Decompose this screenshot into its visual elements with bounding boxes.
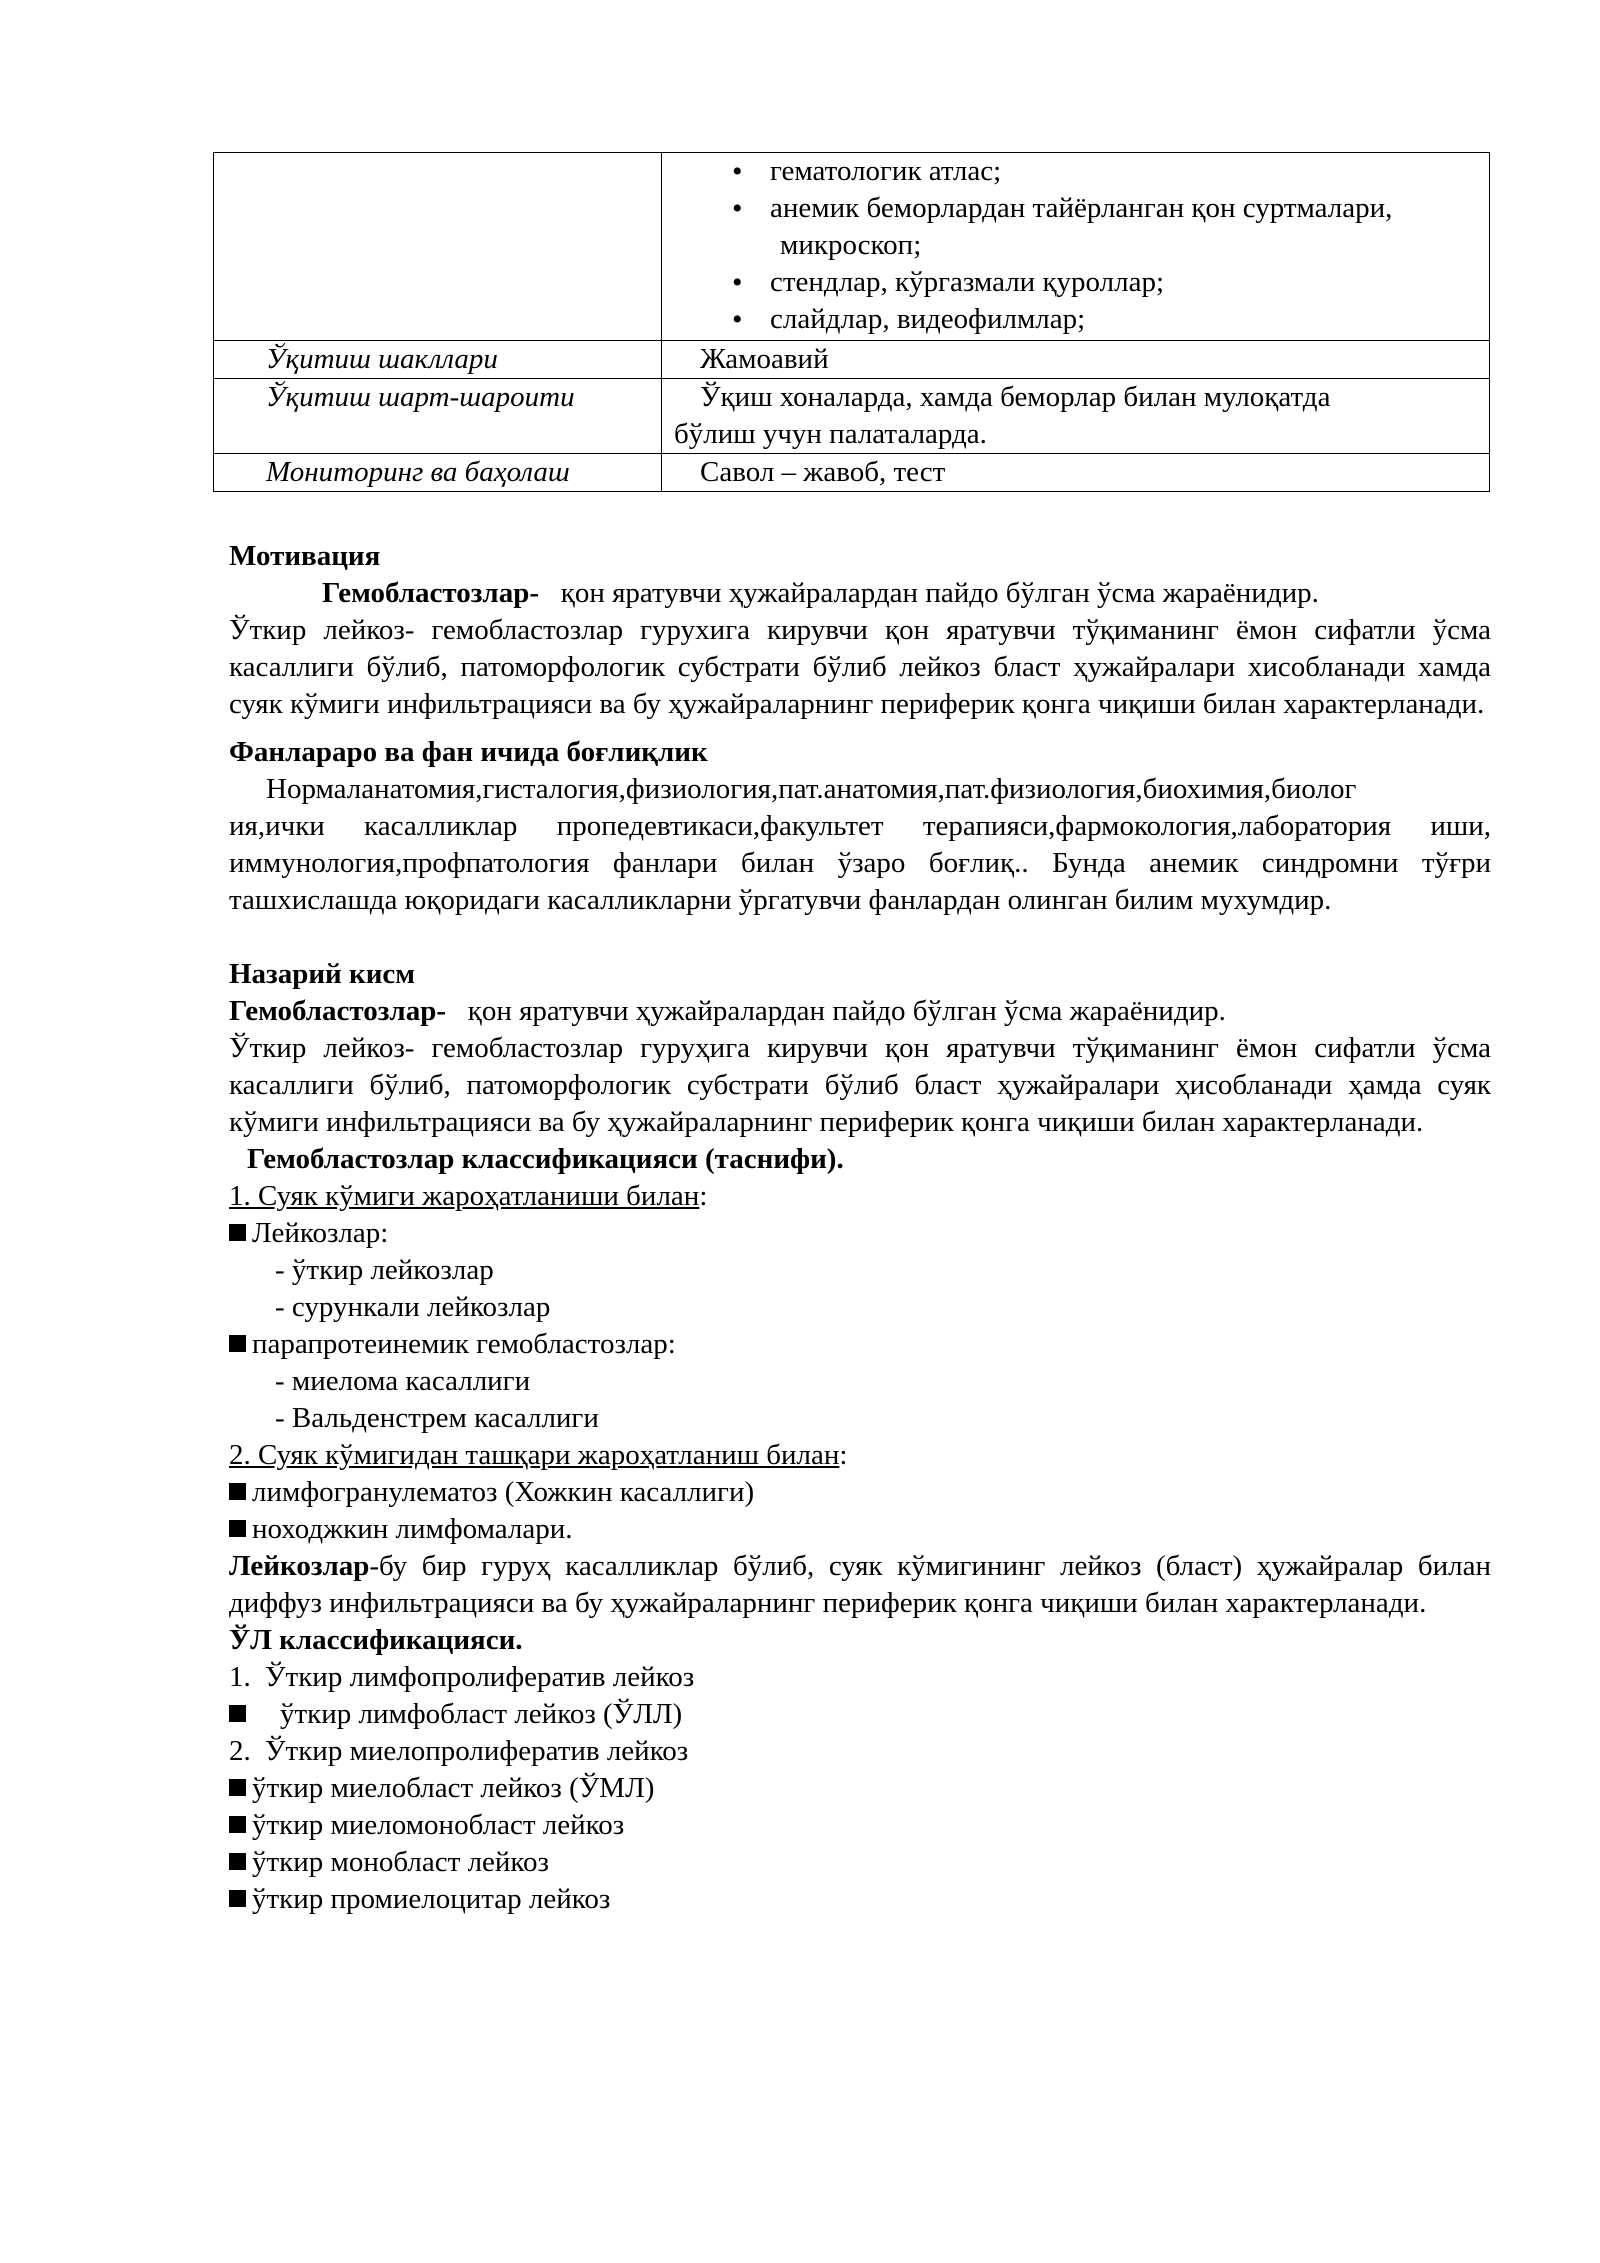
list-item-text: ўткир монобласт лейкоз [252, 1846, 550, 1878]
interdisciplinary-paragraph: ия,ички касалликлар пропедевтикаси,факультет терапияси,фармокология,лаборатория иши, иммунология,профпатология фанлари билан ўзаро боғлиқ.. Бунда анемик синдромни тўғри ташхислашда юқоридаги касалликларни ўргатувчи фанлардан олинган билим мухумдир. [229, 810, 1491, 916]
row-label: Мониторинг ва баҳолаш [214, 454, 662, 492]
list-item-text: слайдлар, видеофилмлар; [770, 303, 1086, 335]
list-item [229, 1770, 1491, 1807]
row-value-text: Жамоавий [700, 343, 829, 375]
list-item [229, 1696, 1491, 1733]
leukoses-definition [229, 1548, 1491, 1622]
list-item-text: ўткир миеломонобласт лейкоз [252, 1809, 625, 1841]
table-row [214, 454, 1490, 492]
list-item [668, 190, 1489, 264]
square-bullet-icon [229, 1705, 246, 1722]
section-1-heading: 1. Суяк кўмиги жароҳатланиши билан: [229, 1180, 708, 1212]
list-item-text: ўткир лимфобласт лейкоз (ЎЛЛ) [280, 1698, 683, 1730]
list-item-continuation: микроскоп; [780, 229, 922, 261]
square-bullet-icon [229, 1520, 246, 1537]
list-item-text: ўткир промиелоцитар лейкоз [252, 1883, 611, 1915]
square-bullet-icon [229, 1890, 246, 1907]
row-value [662, 341, 1490, 379]
motivation-heading: Мотивация [229, 540, 381, 572]
item-number: 1. [229, 1661, 251, 1693]
motivation-first-line [229, 575, 1491, 612]
row-label: Ўқитиш шарт-шароити [214, 379, 662, 454]
list-item-text: Лейкозлар: [252, 1217, 389, 1249]
paragraph-text: -бу бир гуруҳ касалликлар бўлиб, суяк кўмигининг лейкоз (бласт) ҳужайралар билан диффуз инфильтрацияси ва бу ҳужайраларнинг периферик қонга чиқиши билан характерланади. [229, 1550, 1491, 1619]
theory-heading: Назарий кисм [229, 958, 416, 990]
list-item [229, 1844, 1491, 1881]
table-row [214, 341, 1490, 379]
list-item-text: Ўткир миелопролифератив лейкоз [265, 1735, 689, 1767]
section-2-text: 2. Суяк кўмигидан ташқари жароҳатланиш билан [229, 1439, 840, 1471]
ol-classification-heading: ЎЛ классификацияси. [229, 1624, 523, 1656]
row-label: Ўқитиш шакллари [214, 341, 662, 379]
list-item: - ўткир лейкозлар [275, 1254, 494, 1286]
list-item-text: Ўткир лимфопролифератив лейкоз [265, 1661, 695, 1693]
list-item-text: стендлар, кўргазмали қуроллар; [770, 266, 1165, 298]
list-item: - сурункали лейкозлар [275, 1291, 551, 1323]
square-bullet-icon [229, 1335, 246, 1352]
list-item [229, 1881, 1491, 1918]
paraprot-item [229, 1326, 1491, 1363]
square-bullet-icon [229, 1483, 246, 1500]
row-value-text: Ўқиш хоналарда, хамда беморлар билан мулоқатда [700, 381, 1331, 413]
row-value [662, 379, 1490, 454]
interdisciplinary-first-line: Нормаланатомия,гисталогия,физиология,пат.анатомия,пат.физиология,биохимия,биолог [266, 773, 1357, 805]
list-item [229, 1511, 1491, 1548]
row-value [662, 454, 1490, 492]
numbered-item [229, 1733, 1491, 1770]
theory-first-line [229, 993, 1491, 1030]
paragraph-text: қон яратувчи ҳужайралардан пайдо бўлган ўсма жараёнидир. [560, 577, 1319, 609]
list-item [229, 1807, 1491, 1844]
row-value-text: Савол – жавоб, тест [700, 456, 946, 488]
list-item-text: ўткир миелобласт лейкоз (ЎМЛ) [252, 1772, 655, 1804]
document-body [229, 538, 1491, 1918]
paragraph-text: қон яратувчи ҳужайралардан пайдо бўлган ўсма жараёнидир. [467, 995, 1226, 1027]
list-item: - Вальденстрем касаллиги [275, 1402, 599, 1434]
term: Лейкозлар [229, 1550, 370, 1582]
square-bullet-icon [229, 1853, 246, 1870]
equipment-cell [662, 153, 1490, 341]
theory-paragraph: Ўткир лейкоз- гемобластозлар гуруҳига кирувчи қон яратувчи тўқиманинг ёмон сифатли ўсма касаллиги бўлиб, патоморфологик субстрати бўлиб бласт ҳужайралари ҳисобланади ҳамда суяк кўмиги инфильтрацияси ва бу ҳужайраларнинг периферик қонга чиқиши билан характерланади. [229, 1032, 1491, 1138]
list-item-text: лимфогранулематоз (Хожкин касаллиги) [252, 1476, 755, 1508]
table-cell-empty [214, 153, 662, 341]
interdisciplinary-heading: Фанлараро ва фан ичида боғлиқлик [229, 736, 708, 768]
classification-heading: Гемобластозлар классификацияси (таснифи). [247, 1143, 844, 1175]
list-item-text: ноходжкин лимфомалари. [252, 1513, 573, 1545]
section-1-text: 1. Суяк кўмиги жароҳатланиши билан [229, 1180, 700, 1212]
list-item [668, 153, 1489, 190]
list-item: - миелома касаллиги [275, 1365, 531, 1397]
equipment-list [668, 153, 1489, 340]
square-bullet-icon [229, 1224, 246, 1241]
motivation-paragraph: Ўткир лейкоз- гемобластозлар гурухига кирувчи қон яратувчи тўқиманинг ёмон сифатли ўсма касаллиги бўлиб, патоморфологик субстрати бўлиб лейкоз бласт ҳужайралари хисобланади хамда суяк кўмиги инфильтрацияси ва бу ҳужайраларнинг периферик қонга чиқиши билан характерланади. [229, 614, 1491, 720]
list-item-text: парапротеинемик гемобластозлар: [252, 1328, 676, 1360]
row-value-text: бўлиш учун палаталарда. [674, 418, 987, 450]
leukoses-item [229, 1215, 1491, 1252]
numbered-item [229, 1659, 1491, 1696]
section-2-heading: 2. Суяк кўмигидан ташқари жароҳатланиш билан: [229, 1439, 848, 1471]
table-row [214, 379, 1490, 454]
term: Гемобластозлар- [229, 995, 446, 1027]
list-item [668, 301, 1489, 338]
list-item [229, 1474, 1491, 1511]
item-number: 2. [229, 1735, 251, 1767]
square-bullet-icon [229, 1816, 246, 1833]
term: Гемобластозлар- [322, 577, 539, 609]
list-item-text: анемик беморлардан тайёрланган қон суртмалари, [770, 192, 1393, 224]
table-row [214, 153, 1490, 341]
methods-table [213, 152, 1490, 492]
list-item [668, 264, 1489, 301]
square-bullet-icon [229, 1779, 246, 1796]
list-item-text: гематологик атлас; [770, 155, 1002, 187]
